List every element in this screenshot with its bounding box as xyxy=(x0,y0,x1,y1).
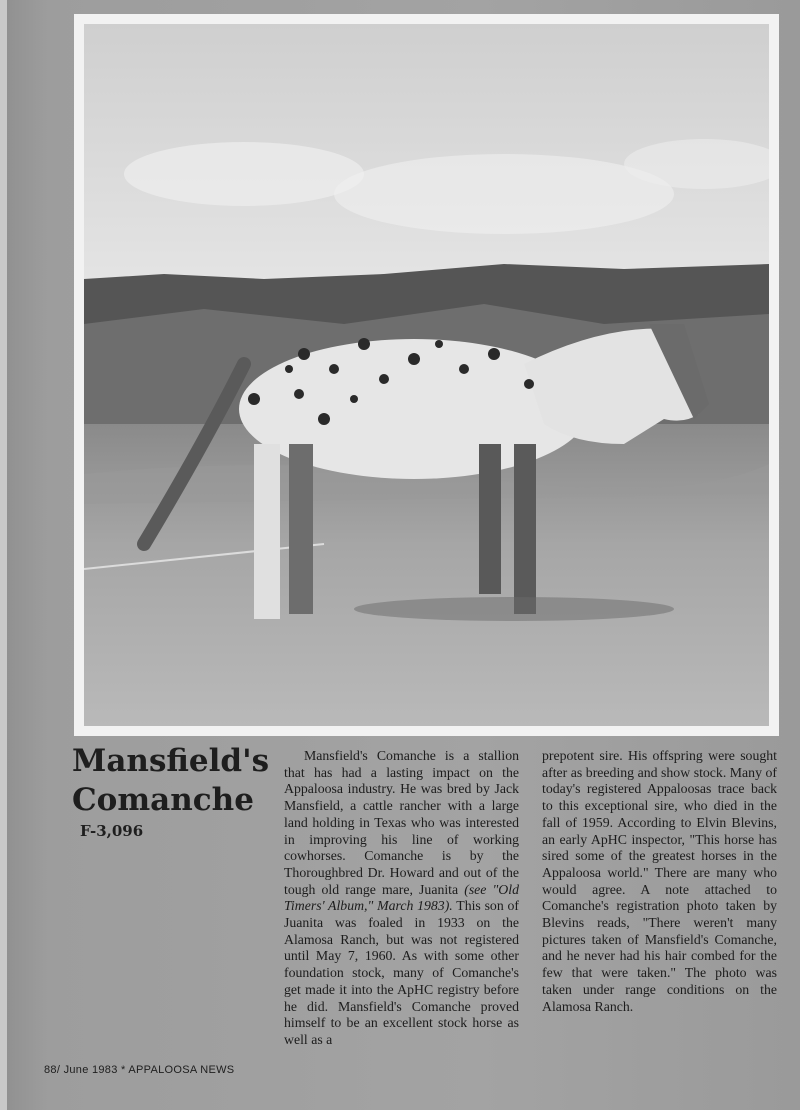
footer-page-number: 88/ xyxy=(44,1064,61,1076)
column-2-paragraph: prepotent sire. His offspring were sought after as breeding and show stock. Many of today's registered Appaloosas trace back to this exceptional sire, who died in the fall of 1959. According to Elvin Blevins, an early ApHC inspector, "This horse has sired some of the greatest horses in the Appaloosa world." There are many who would agree. A note attached to Comanche's registration photo taken by Blevins reads, "There weren't many pictures taken of Mansfield's Comanche, and he never had his hair combed for the few that were taken." The photo was taken under range conditions on the Alamosa Ranch. xyxy=(542,748,777,1014)
footer-separator: * xyxy=(121,1064,126,1076)
horse-photo xyxy=(84,24,769,726)
article-column-2 xyxy=(542,748,777,1015)
page-spine xyxy=(0,0,7,1110)
article-column-1 xyxy=(284,748,519,1049)
appaloosa-horse-image xyxy=(84,24,769,726)
registration-number: F-3,096 xyxy=(80,822,144,840)
article-title: Mansfield's Comanche xyxy=(72,743,270,818)
page-footer xyxy=(44,1064,234,1076)
column-1-text-b: This son of Juanita was foaled in 1933 on the Alamosa Ranch, but was not registered until May 7, 1960. As with some other foundation stock, many of Comanche's get made it into the ApHC registry before he did. Mansfield's Comanche proved himself to be an excellent stock horse as well as a xyxy=(284,898,519,1047)
column-1-italic-reference: (see "Old Timers' Album," March 1983). xyxy=(284,881,520,914)
column-1-text-a: Mansfield's Comanche is a stallion that has had a lasting impact on the Appaloosa industry. He was bred by Jack Mansfield, a cattle rancher with a large land holding in Texas who was interested in improving his line of working cowhorses. Comanche is by the Thoroughbred Dr. Howard and out of the tough old range mare, Juanita xyxy=(284,748,519,897)
footer-publication: APPALOOSA NEWS xyxy=(128,1064,235,1076)
footer-issue-date: June 1983 xyxy=(63,1064,118,1076)
column-1-paragraph xyxy=(284,748,519,1049)
photo-frame xyxy=(74,14,779,736)
